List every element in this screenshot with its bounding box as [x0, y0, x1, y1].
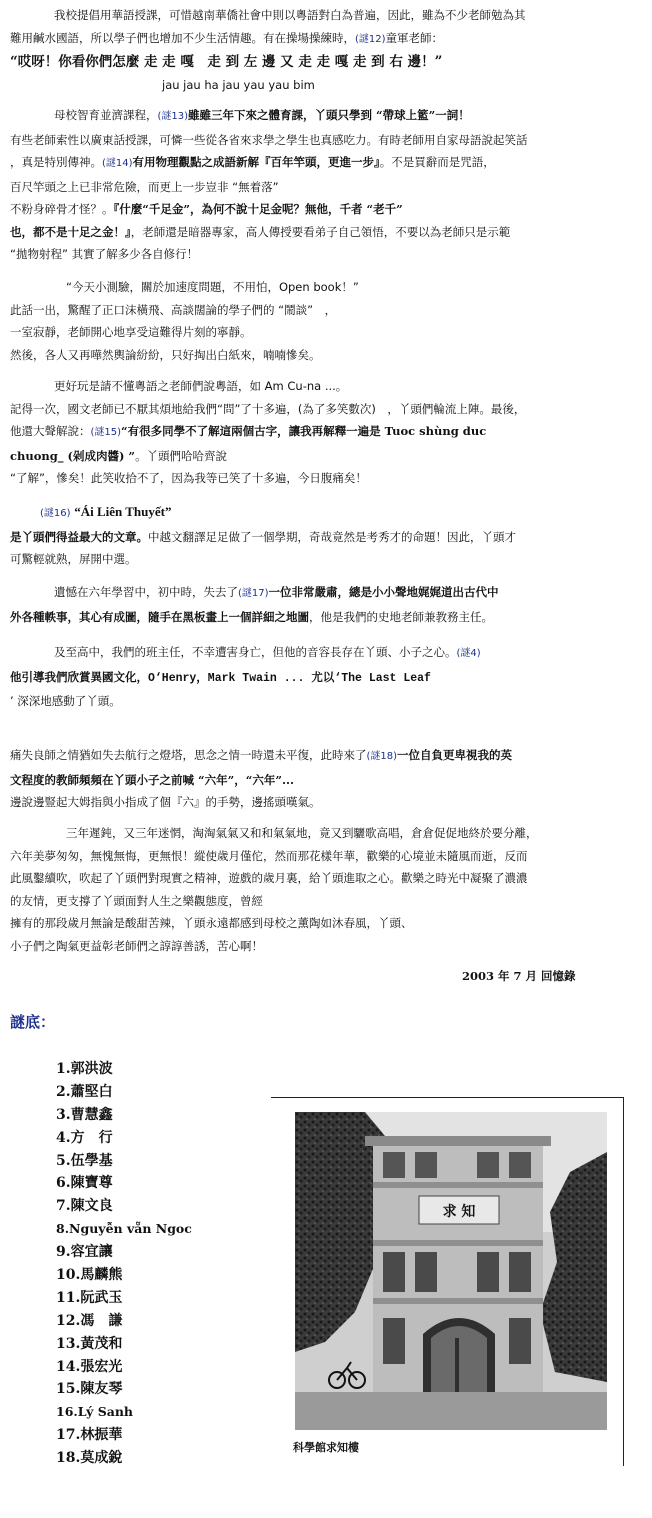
school-building-photo — [295, 1112, 607, 1430]
p2-line-1b: 雖雖三年下來之體育課，丫頭只學到 “帶球上籃”一詞！ — [188, 108, 470, 122]
riddle-ref-15: (謎15) — [90, 427, 122, 438]
p9-line-2: 六年美夢匆匆，無愧無悔，更無恨！縱使歲月僅佗，然而那花樣年華，歡樂的心境並未隨風而逝，反而 — [10, 848, 528, 863]
answer-item: 7.陳文良 — [56, 1198, 113, 1215]
paragraph-4 — [10, 375, 642, 490]
p2-line-3b: 有用物理觀點之成語新解『百年竿頭，更進一步』 — [132, 155, 380, 169]
answer-item: 2.蕭堅白 — [56, 1083, 113, 1100]
answer-item: 13.黃茂和 — [56, 1335, 123, 1352]
answer-item: 5.伍學基 — [56, 1152, 113, 1169]
paragraph-8 — [10, 744, 642, 814]
p1-line-2: 難用鹹水國語，所以學子們也增加不少生活情趣。有在操場操練時， — [10, 30, 355, 45]
answer-item: 12.馮 謙 — [56, 1312, 123, 1329]
answer-item: 4.方 行 — [56, 1129, 113, 1146]
p3-line-4: 然後，各人又再嘩然輿論紛紛，只好掏出白紙來，喃喃慘矣。 — [10, 347, 321, 362]
answers-heading: 謎底： — [10, 1013, 56, 1031]
answer-item: 18.莫成銳 — [56, 1450, 123, 1467]
building-sign-text: 求 知 — [442, 1204, 476, 1220]
p2-line-6a: 也，都不是十足之金！』 — [10, 224, 131, 239]
p6-line-2a: 外各種軼事，其心有成圖，隨手在黑板畫上一個詳細之地圖 — [10, 609, 309, 624]
p7-line-2: 他引導我們欣賞異國文化，O‘Henry，Mark Twain ... 尤以‘The Last Leaf — [10, 671, 431, 685]
answer-item: 16.Lý Sanh — [56, 1404, 134, 1420]
p9-line-3: 此風鑿續吹，吹起了丫頭們對現實之精神，遊戲的歲月裏，給丫頭進取之心。歡樂之時光中凝聚了濃濃 — [10, 871, 528, 885]
p8-line-1b: 一位自負更卑視我的英 — [397, 748, 513, 762]
p5-line-3: 可驚輕就熟，屏開中選。 — [10, 552, 137, 566]
p4-line-2: 記得一次，國文老師已不厭其煩地給我們“問”了十多遍，(為了多笑數次) ，丫頭們輪流上陣。最後， — [10, 401, 526, 416]
paragraph-1 — [10, 4, 642, 96]
answer-item: 11.阮武玉 — [56, 1289, 123, 1306]
answer-item: 9.容宜讓 — [56, 1244, 113, 1261]
answers-list — [56, 1058, 192, 1470]
p2-line-5a: 不粉身碎骨才怪？。 — [10, 202, 114, 216]
p2-line-3c: 。不是買辭而是咒語， — [379, 155, 495, 169]
paragraph-5 — [10, 501, 642, 571]
p8-line-3: 邊說邊豎起大姆指與小指成了個『六』的手勢，邊搖頭嘆氣。 — [10, 795, 321, 809]
p6-line-2b: ，他是我們的史地老師兼教務主任。 — [309, 609, 493, 624]
p2-line-7: “拋物射程” 其實了解多少各自修行！ — [10, 247, 199, 261]
p5-line-2b: 中越文翻譯足足做了一個學期，奇哉竟然是考秀才的命題！因此，丫頭才 — [148, 529, 516, 544]
riddle-ref-16: (謎16) — [40, 508, 71, 519]
p6-line-1a: 遺憾在六年學習中，初中時，失去了 — [54, 585, 238, 599]
p9-line-5: 擁有的那段歲月無論是酸甜苦辣，丫頭永遠都感到母校之薰陶如沐春風，丫頭、 — [10, 916, 413, 930]
p2-line-1a: 母校智育並濟課程， — [54, 108, 158, 122]
riddle-ref-4: (謎4) — [456, 648, 481, 659]
p6-line-1b: 一位非常嚴肅，總是小小聲地娓娓道出古代中 — [268, 585, 499, 599]
paragraph-6 — [10, 581, 642, 628]
p3-line-2: 此話一出，驚醒了正口沫橫飛、高談闊論的學子們的 “鬧談” ， — [10, 302, 337, 317]
p2-line-5b: 『什麼“千足金”，為何不說十足金呢？無他，千者 “老千” — [113, 202, 403, 216]
p1-romanization: jau jau ha jau yau yau bim — [162, 77, 315, 92]
p2-line-6b: ，老師還是暗器專家，高人傳授要看弟子自己領悟，不要以為老師只是示範 — [130, 224, 511, 239]
paragraph-7 — [10, 641, 642, 713]
paragraph-2 — [10, 104, 642, 266]
paragraph-9 — [10, 822, 642, 957]
p5-line-2a: 是丫頭們得益最大的文章。 — [10, 529, 148, 544]
answer-item: 14.張宏光 — [56, 1358, 123, 1375]
p2-line-3a: ，真是特別傳神。 — [10, 155, 102, 169]
p9-line-6: 小子們之陶氣更益彰老師們之諄諄善誘，苦心啊！ — [10, 938, 263, 953]
p7-line-1a: 及至高中，我們的班主任，不幸遭害身亡，但他的音容長存在丫頭、小子之心。 — [54, 645, 457, 659]
p1-line-2b: 童軍老師： — [385, 30, 444, 45]
p4-line-1: 更好玩是請不懂粵語之老師們說粵語，如 Am Cu-na ...。 — [54, 379, 348, 393]
p4-line-4b: 。丫頭們哈哈齊說 — [135, 448, 228, 463]
p2-line-2: 有些老師索性以廣東話授課，可憐一些從各省來求學之學生也真感吃力。有時老師用自家母語說起笑話 — [10, 132, 528, 147]
riddle-ref-13: (謎13) — [157, 111, 189, 122]
riddle-ref-18: (謎18) — [366, 751, 398, 762]
riddle-ref-17: (謎17) — [238, 588, 269, 599]
p7-line-3: ’ 深深地感動了丫頭。 — [10, 694, 121, 708]
p9-line-1: 三年遲鈍，又三年迷惘，淘淘氣氣又和和氣氣地，竟又到驪歌高唱，倉倉促促地終於要分離， — [66, 826, 538, 840]
essay-title: “Ái Liên Thuyết” — [74, 504, 172, 519]
paragraph-3 — [10, 276, 642, 366]
riddle-ref-12: (謎12) — [355, 33, 386, 45]
photo-caption: 科學館求知樓 — [293, 1441, 359, 1454]
answer-item: 17.林振華 — [56, 1427, 123, 1444]
p1-quote-line: “哎呀！你看你們怎麼 走 走 嘎 走 到 左 邊 又 走 走 嘎 走 到 右 邊！” — [10, 54, 443, 70]
answer-item: 6.陳寶尊 — [56, 1175, 113, 1192]
p2-line-4: 百尺竿頭之上已非常危險，而更上一步豈非 “無着落” — [10, 179, 279, 194]
answer-item: 3.曹慧鑫 — [56, 1106, 113, 1123]
p1-line-1: 我校提倡用華語授課，可惜越南華僑社會中則以粵語對白為普遍，因此，雖為不少老師勉為其 — [54, 8, 526, 22]
p4-line-5: “了解”，慘矣！此笑收拾不了，因為我等已笑了十多遍，今日腹痛矣！ — [10, 471, 367, 485]
p3-line-1: “今天小測驗，關於加速度問題，不用怕，Open book！” — [66, 280, 359, 294]
answer-item: 8.Nguyễn vẵn Ngoc — [56, 1221, 192, 1237]
p4-line-3b: “有很多同學不了解這兩個古字，讓我再解釋一遍是 Tuoc shùng duc — [121, 424, 487, 438]
answer-item: 1.郭洪波 — [56, 1061, 113, 1077]
riddle-ref-14: (謎14) — [102, 158, 133, 169]
memoir-date: 2003 年 7 月 回憶錄 — [462, 969, 576, 983]
answer-item: 10.馬麟熊 — [56, 1267, 123, 1284]
p8-line-1a: 痛失良師之情猶如失去航行之燈塔，思念之情一時還未平復，此時來了 — [10, 748, 367, 762]
p9-line-4: 的友情，更支撐了丫頭面對人生之樂觀態度，曾經 — [10, 893, 263, 908]
answer-item: 15.陳友琴 — [56, 1381, 123, 1398]
p8-line-2: 文程度的教師頻頻在丫頭小子之前喊 “六年”，“六年”... — [10, 772, 294, 787]
p3-line-3: 一室寂靜，老師開心地享受這難得片刻的寧靜。 — [10, 325, 252, 339]
p4-line-4a: chuong_ (剁成肉醬) ” — [10, 448, 136, 463]
p4-line-3a: 他還大聲解說： — [10, 424, 91, 438]
